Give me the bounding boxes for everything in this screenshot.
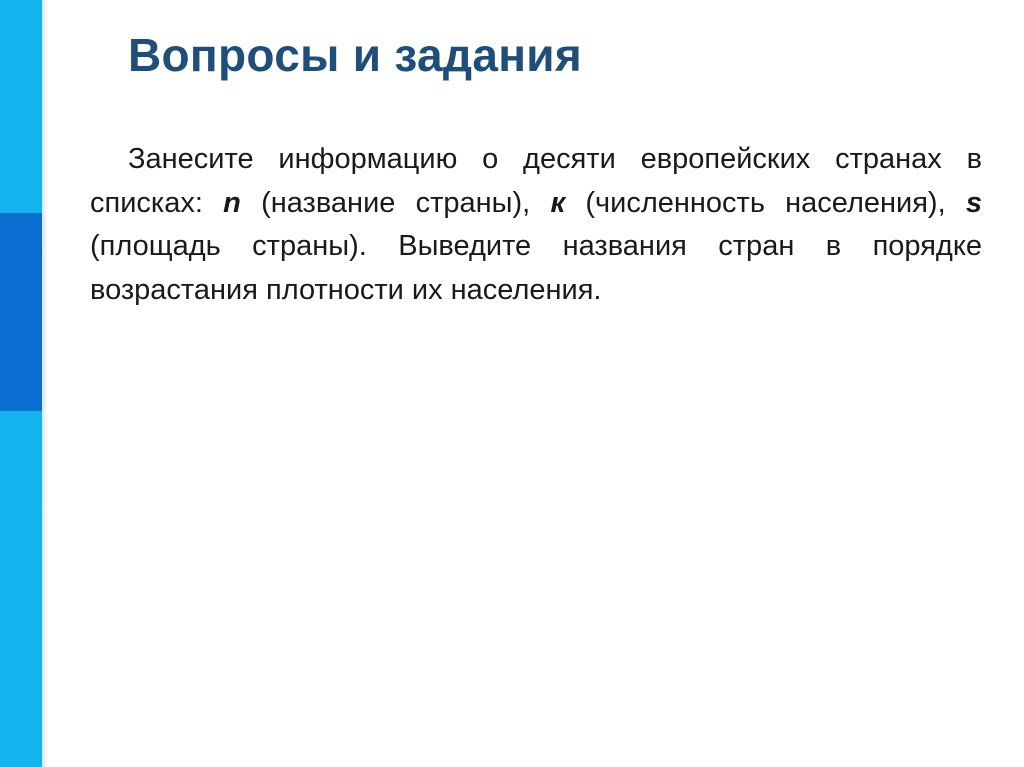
task-text-part-2: (название страны), xyxy=(240,186,551,219)
task-text-part-1: Занесите информацию о десяти европейских странах в списках: xyxy=(90,143,982,219)
left-bar-accent-block xyxy=(0,213,42,411)
slide-title: Вопросы и задания xyxy=(128,29,583,81)
task-text-part-4: (площадь страны). Выведите названия стран в порядке возрастания плотности их населения. xyxy=(90,230,982,306)
variable-n: n xyxy=(223,186,241,219)
task-text xyxy=(90,138,982,312)
variable-k: к xyxy=(550,186,566,219)
left-bar-shadow xyxy=(42,0,48,767)
task-text-part-3: (численность населения), xyxy=(565,186,966,219)
variable-s: s xyxy=(965,186,982,219)
